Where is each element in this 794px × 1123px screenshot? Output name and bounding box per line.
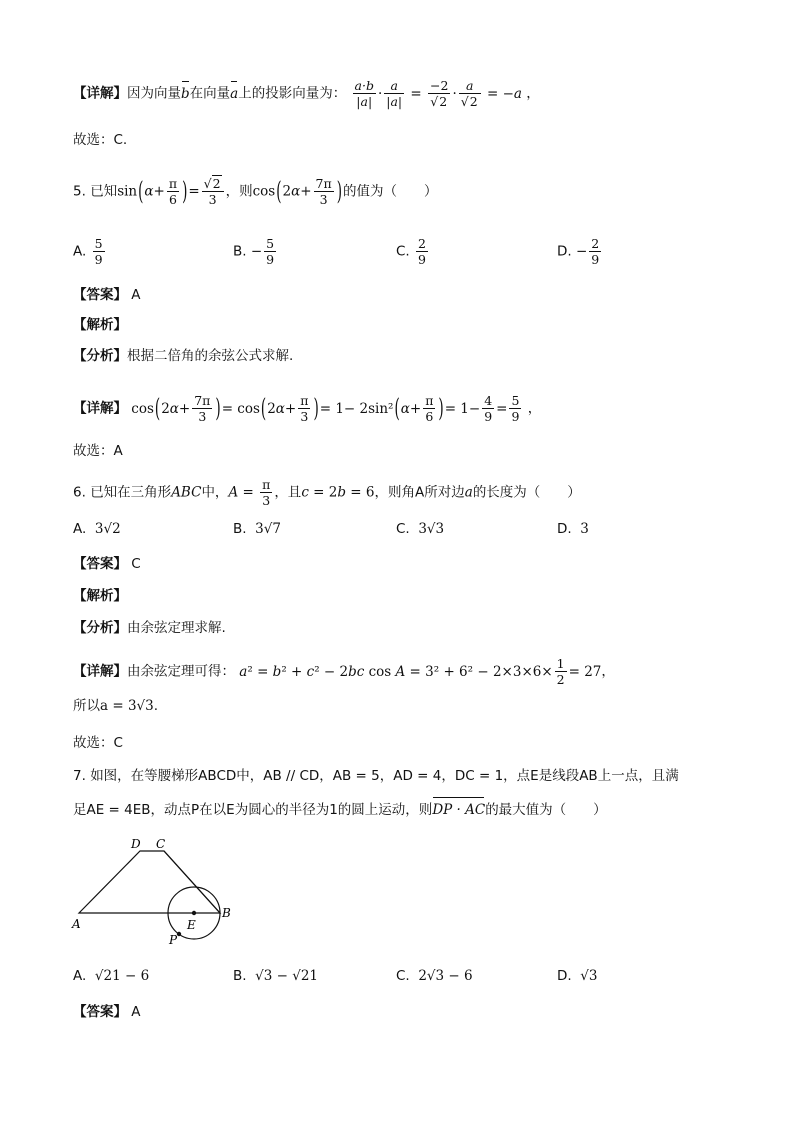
fenxi-label: 【分析】 [73,348,127,364]
q6-choose: 故选：C [73,735,123,751]
option-letter: B. [233,521,247,537]
q6-option-c[interactable] [396,519,444,539]
option-numerator: 5 [266,236,275,251]
q6-option-b[interactable] [233,519,281,539]
label-c: C [156,837,166,851]
label-a: A [72,917,81,931]
option-letter: D. [557,243,572,260]
option-denominator: 9 [94,252,103,267]
q5-answer [73,285,141,305]
option-denominator: 9 [266,252,275,267]
q5-detail [73,393,541,424]
triangle-name: ABC [171,484,202,501]
detail-label: 【详解】 [73,400,127,417]
q5-option-b[interactable] [233,236,278,267]
option-numerator: 5 [94,236,103,251]
stem-text: ，则 [225,183,253,200]
stem-text: 足AE = 4EB，动点P在以E为圆心的半径为1的圆上运动，则 [73,802,433,818]
therefore-text: 所以 [73,698,100,714]
q6-therefore [73,696,158,716]
q6-fenxi [73,618,226,638]
label-d: D [131,837,141,851]
q7-option-d[interactable] [557,966,597,986]
q7-option-a[interactable] [73,966,149,986]
option-letter: C. [396,243,410,260]
detail-line-projection [73,78,540,109]
q5-option-a[interactable] [73,236,107,267]
point-e-dot [192,911,196,915]
question-number: 5. [73,183,86,200]
detail-text: 由余弦定理可得： [127,663,235,680]
answer-value: A [131,1004,141,1020]
stem-text: 的值为（ ） [342,183,438,200]
detail-label: 【详解】 [73,85,127,102]
q6-detail-formula: a² = b² + c² − 2bc cos A = 3² + 6² − 2×3×6× $\frac{1}{2}$ = 27 [239,656,602,687]
point-p-dot [177,932,181,936]
option-text: √3 − √21 [255,968,319,984]
fenxi-text: 由余弦定理求解. [127,620,226,636]
option-letter: B. [233,968,247,984]
question-7-line1 [73,766,679,786]
answer-value: C [131,556,141,572]
label-p: P [169,933,178,947]
option-text: 3√7 [255,521,281,537]
q5-choose: 故选：A [73,443,123,459]
stem-text: 的长度为（ ） [472,484,581,501]
detail-label: 【详解】 [73,663,127,680]
stem-text: 如图，在等腰梯形ABCD中，AB // CD，AB = 5，AD = 4，DC = 1，点E是线段AB上一点，且满 [90,768,679,784]
vector-expression: DP · AC [432,802,486,818]
detail-text: 因为向量 [127,85,181,102]
question-number: 7. [73,768,86,784]
q5-fenxi [73,346,293,366]
fenxi-label: 【分析】 [73,620,127,636]
trapezoid-figure [68,835,238,947]
result-end: . [153,698,159,714]
detail-text-mid: 在向量 [189,85,231,102]
q6-option-d[interactable] [557,519,589,539]
option-sign: − [575,243,588,260]
option-numerator: 2 [591,236,600,251]
stem-text: 已知在三角形 [90,484,172,501]
option-text: √3 [580,968,598,984]
answer-label: 【答案】 [73,1004,127,1020]
option-text: 3√3 [418,521,445,537]
vector-b: b [181,85,190,102]
answer-value: A [131,287,141,303]
detail-end: ， [526,85,540,102]
result-formula: a = 3√3 [100,698,154,714]
option-letter: A. [73,243,87,260]
choose-c-1: 故选：C. [73,132,128,148]
projection-formula: $\frac{a\cdot b}{|a|}$ · $\frac{a}{|a|}$ = $\frac{-2}{√2}$ · $\frac{a}{√2}$ = −a [354,78,522,109]
answer-label: 【答案】 [73,556,127,572]
option-text: 2√3 − 6 [418,968,473,984]
detail-end: ， [527,400,542,417]
stem-text: 的最大值为（ ） [485,802,607,818]
side-a: a [464,484,473,501]
option-text: √21 − 6 [94,968,150,984]
stem-text: ，则角A所对边 [374,484,465,501]
option-letter: D. [557,521,572,537]
question-5-stem: 5. 已知sin(α+ $\frac{\pi}{6}$ )= $\frac{√2}{3}$ ，则cos(2α+ $\frac{7\pi}{3}$ )的值为（ ） [73,176,438,207]
question-number: 6. [73,484,86,501]
option-letter: D. [557,968,572,984]
stem-text: 已知 [90,183,118,200]
q5-option-d[interactable] [557,236,603,267]
option-sign: − [250,243,263,260]
fenxi-text: 根据二倍角的余弦公式求解. [127,348,294,364]
question-7-line2 [73,800,607,820]
q6-option-a[interactable] [73,519,121,539]
question-6-stem: 6. 已知在三角形ABC中，A = $\frac{\pi}{3}$ ，且c = 2b = 6，则角A所对边a的长度为（ ） [73,477,581,508]
option-text: 3√2 [94,521,121,537]
vector-a: a [230,85,239,102]
option-denominator: 9 [418,252,426,267]
option-denominator: 9 [591,252,600,267]
option-letter: A. [73,521,87,537]
stem-text: ，且 [274,484,302,501]
q6-analysis-label: 【解析】 [73,588,127,604]
option-numerator: 2 [418,236,426,251]
option-letter: B. [233,243,247,260]
detail-text-tail: 上的投影向量为： [238,85,347,102]
detail-end: ， [601,663,615,680]
q6-detail [73,656,615,687]
label-b: B [222,906,231,920]
q7-answer [73,1002,141,1022]
q5-detail-formula: cos(2α+ $\frac{7\pi}{3}$ )= cos(2α+ $\frac{\pi}{3}$ )= 1− 2sin²(α+ $\frac{\pi}{6}$ )= 1− $\frac{4}{9}$ = $\frac{5}{9}$ [131,393,520,424]
q7-option-b[interactable] [233,966,318,986]
option-text: 3 [580,521,589,537]
option-letter: C. [396,968,410,984]
q5-analysis-label: 【解析】 [73,317,127,333]
option-letter: A. [73,968,87,984]
q7-option-c[interactable] [396,966,473,986]
answer-label: 【答案】 [73,287,127,303]
q6-answer [73,554,141,574]
label-e: E [187,918,196,932]
stem-text: 中， [201,484,229,501]
option-letter: C. [396,521,410,537]
q5-option-c[interactable] [396,236,430,267]
trapezoid-shape [79,851,220,939]
